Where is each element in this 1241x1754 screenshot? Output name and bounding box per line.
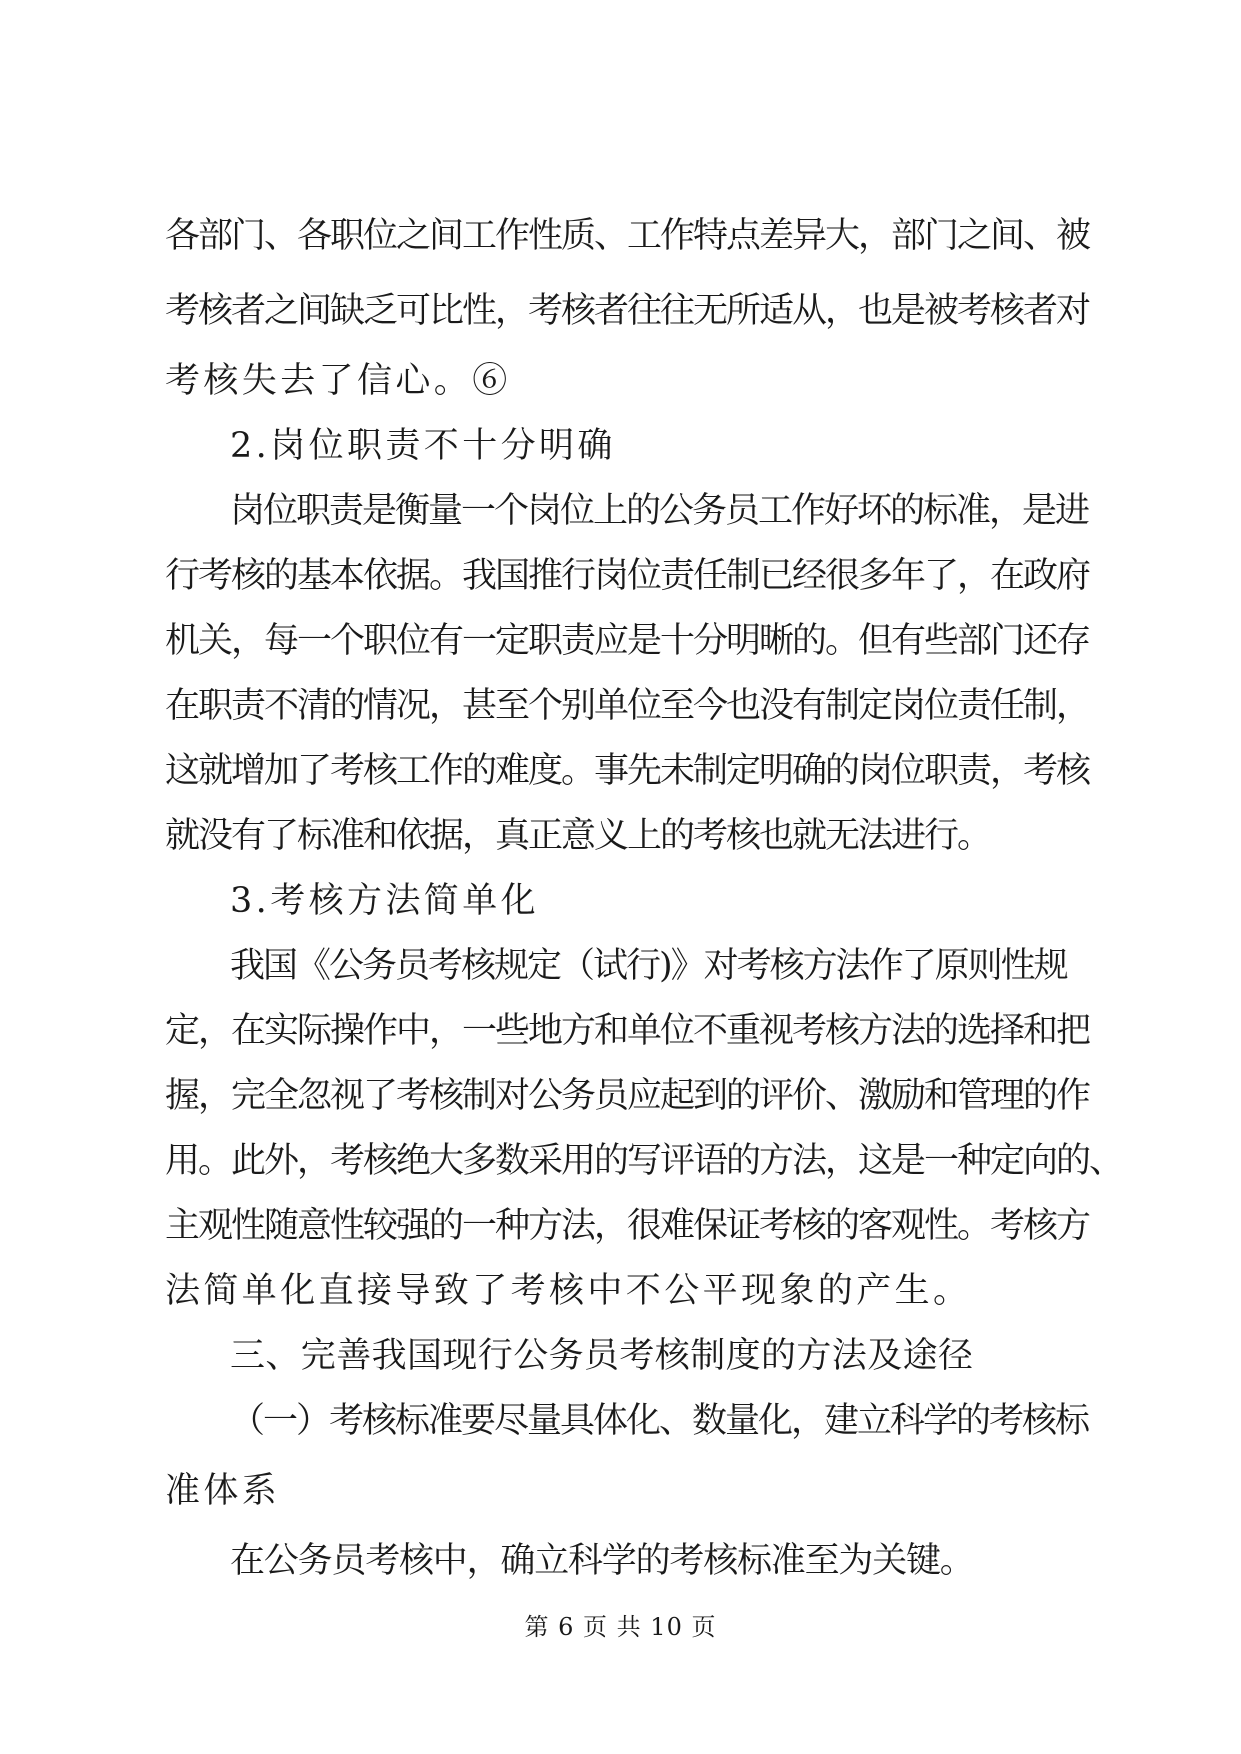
text-line: 法简单化直接导致了考核中不公平现象的产生。 [165,1271,972,1311]
text-line: 机关，每一个职位有一定职责应是十分明晰的。但有些部门还存 [165,621,1090,661]
page-footer: 第 6 页 共 10 页 [524,1613,717,1641]
text-line: 行考核的基本依据。我国推行岗位责任制已经很多年了，在政府 [165,556,1090,596]
text-line: 握，完全忽视了考核制对公务员应起到的评价、激励和管理的作 [165,1076,1090,1116]
text-line: 用。此外，考核绝大多数采用的写评语的方法，这是一种定向的、 [165,1141,1123,1181]
text-line: 各部门、各职位之间工作性质、工作特点差异大，部门之间、被 [165,216,1090,256]
section-heading: 2.岗位职责不十分明确 [230,426,616,466]
text-line: 在公务员考核中，确立科学的考核标准至为关键。 [230,1541,974,1581]
text-line: 这就增加了考核工作的难度。事先未制定明确的岗位职责，考核 [165,751,1090,791]
text-line: 准体系 [165,1471,281,1511]
text-line: 岗位职责是衡量一个岗位上的公务员工作好坏的标准，是进 [230,491,1089,531]
text-line: 我国《公务员考核规定（试行)》对考核方法作了原则性规 [230,946,1067,986]
subsection-heading: （一）考核标准要尽量具体化、数量化，建立科学的考核标 [230,1401,1089,1441]
text-line: 考核者之间缺乏可比性，考核者往往无所适从，也是被考核者对 [165,291,1090,331]
text-line: 在职责不清的情况，甚至个别单位至今也没有制定岗位责任制， [165,686,1090,726]
section-heading: 3.考核方法简单化 [230,881,539,921]
text-line: 定，在实际操作中，一些地方和单位不重视考核方法的选择和把 [165,1011,1090,1051]
section-heading: 三、完善我国现行公务员考核制度的方法及途径 [230,1336,974,1376]
text-line: 考核失去了信心。⑥ [165,361,511,401]
text-line: 主观性随意性较强的一种方法，很难保证考核的客观性。考核方 [165,1206,1090,1246]
text-line: 就没有了标准和依据，真正意义上的考核也就无法进行。 [165,816,991,856]
